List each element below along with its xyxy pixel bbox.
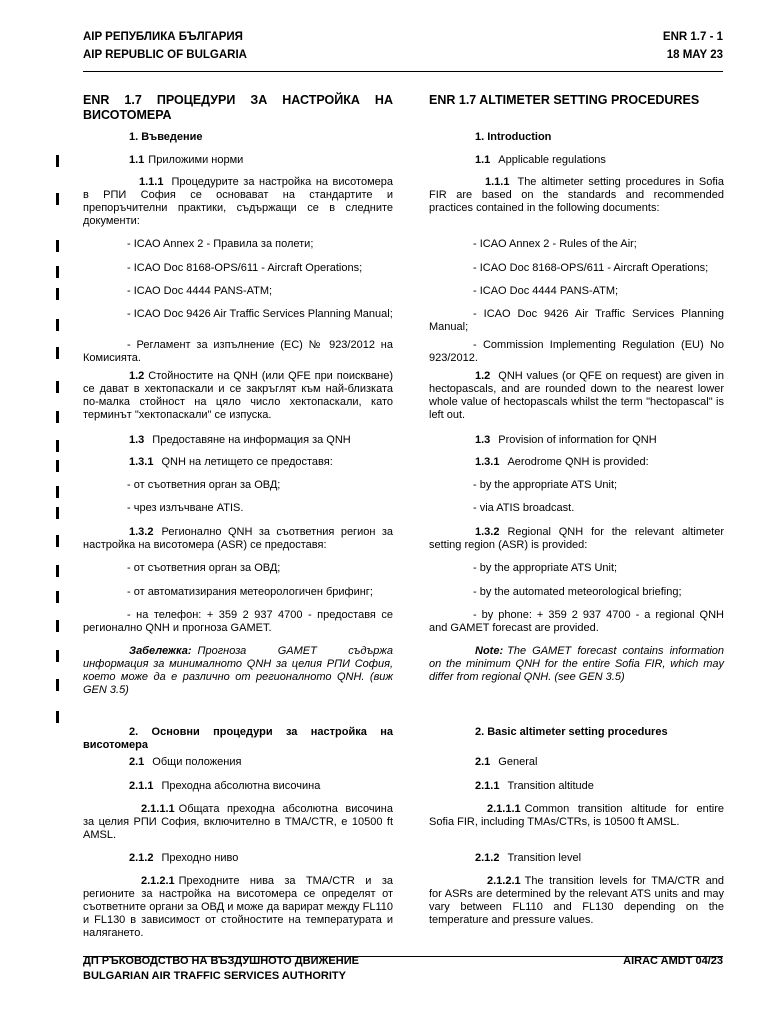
list-item: - by phone: + 359 2 937 4700 - a regional QNH and GAMET forecast are provided. (429, 609, 724, 634)
list-item: - via ATIS broadcast. (473, 502, 575, 514)
change-bar (56, 319, 59, 331)
list-item: - Регламент за изпълнение (ЕС) № 923/2012 на Комисията. (83, 339, 393, 364)
list-item: - by the appropriate ATS Unit; (473, 562, 618, 574)
list-item: - на телефон: + 359 2 937 4700 - предоставя се регионално QNH и прогноза GAMET. (83, 609, 393, 634)
heading-1-1-bg (83, 154, 393, 167)
change-bar (56, 347, 59, 359)
clause-text: Transition level (507, 852, 582, 864)
note-en (429, 645, 724, 684)
change-bar (56, 620, 59, 632)
change-bar (56, 650, 59, 662)
heading-2-1-1-en (429, 780, 724, 793)
clause-1-3-1-bg (83, 456, 393, 469)
heading-1-en: 1. Introduction (475, 131, 552, 143)
change-bar (56, 288, 59, 300)
page-header-left (83, 28, 247, 64)
change-bar (56, 266, 59, 278)
change-bar (56, 381, 59, 393)
clause-number: 1.3.2 (475, 526, 500, 538)
change-bar (56, 193, 59, 205)
list-item: - ICAO Doc 8168-OPS/611 - Aircraft Operations; (127, 262, 363, 274)
clause-1-3-2-bg (83, 526, 393, 552)
section-title-en: ENR 1.7 ALTIMETER SETTING PROCEDURES (429, 93, 700, 107)
clause-2-1-2-1-en (429, 875, 724, 927)
list-item: - by the appropriate ATS Unit; (473, 479, 618, 491)
note-text: Прогноза GAMET съдържа информация за минималното QNH за целия РПИ София, което може да е различно от регионалното QNH. (виж GEN 3.5) (83, 645, 393, 696)
list-item: - Commission Implementing Regulation (EU) No 923/2012. (429, 339, 724, 364)
clause-text: Общи положения (152, 756, 242, 768)
clause-number: 1.3.1 (475, 456, 500, 468)
change-bar (56, 411, 59, 423)
clause-text: Applicable regulations (498, 154, 606, 166)
change-bar (56, 591, 59, 603)
change-bar (56, 240, 59, 252)
change-bar (56, 440, 59, 452)
clause-2-1-1-1-bg (83, 803, 393, 842)
clause-number: 1.3 (129, 434, 145, 446)
heading-2-1-2-bg (83, 852, 393, 865)
page-header-right (663, 28, 723, 64)
clause-number: 1.1.1 (139, 176, 164, 188)
clause-text: Common transition altitude for entire Sofia FIR, including TMAs/CTRs, is 10500 ft AMSL. (429, 803, 724, 828)
heading-2-1-en (429, 756, 724, 769)
clause-1-2-en (429, 370, 724, 422)
list-item: - чрез излъчване ATIS. (127, 502, 244, 514)
heading-2-1-1-bg (83, 780, 393, 793)
heading-2-1-bg (83, 756, 393, 769)
clause-number: 1.3.2 (129, 526, 154, 538)
clause-text: Regional QNH for the relevant altimeter setting region (ASR) is provided: (429, 526, 724, 551)
clause-number: 1.2 (129, 370, 145, 382)
change-bar (56, 507, 59, 519)
publication-title-en: AIP REPUBLIC OF BULGARIA (83, 49, 247, 61)
clause-1-3-1-en (429, 456, 724, 469)
list-item: - ICAO Annex 2 - Правила за полети; (127, 238, 314, 250)
note-text: The GAMET forecast contains information on the minimum QNH for the entire Sofia FIR, which may differ from regional QNH. (see GEN 3.5) (429, 645, 724, 683)
clause-text: Преходно ниво (161, 852, 239, 864)
clause-text: Aerodrome QNH is provided: (507, 456, 649, 468)
clause-number: 2.1.2 (129, 852, 154, 864)
clause-text: Общата преходна абсолютна височина за целия РПИ София, включително в TMA/CTR, е 10500 ft AMSL. (83, 803, 393, 841)
change-bar (56, 486, 59, 498)
clause-text: Стойностите на QNH (или QFE при поискване) се дават в хектопаскали и се закръглят към най-близката по-малка стойност на цяло число хектопаскали, като терминът "хектопаскали" се изпуска. (83, 370, 393, 421)
clause-number: 1.2 (475, 370, 491, 382)
clause-number: 2.1.1 (475, 780, 500, 792)
clause-number: 1.3.1 (129, 456, 154, 468)
change-bar (56, 155, 59, 167)
clause-number: 2.1.2.1 (141, 875, 175, 887)
clause-text: Преходна абсолютна височина (161, 780, 321, 792)
clause-text: Provision of information for QNH (498, 434, 657, 446)
heading-2-en: 2. Basic altimeter setting procedures (475, 726, 668, 738)
clause-number: 2.1.1.1 (487, 803, 521, 815)
clause-number: 1.3 (475, 434, 491, 446)
note-label: Забележка: (129, 645, 192, 657)
section-title-bg: ENR 1.7 ПРОЦЕДУРИ ЗА НАСТРОЙКА НА ВИСОТОМЕРА (83, 93, 393, 122)
clause-number: 2.1.1 (129, 780, 154, 792)
clause-number: 2.1 (475, 756, 491, 768)
change-bar (56, 711, 59, 723)
clause-number: 1.1 (475, 154, 491, 166)
list-item: - ICAO Doc 9426 Air Traffic Services Planning Manual; (429, 308, 724, 333)
list-item: - ICAO Doc 9426 Air Traffic Services Planning Manual; (127, 308, 393, 320)
publication-title-bg: AIP РЕПУБЛИКА БЪЛГАРИЯ (83, 31, 243, 43)
clause-number: 2.1.2.1 (487, 875, 521, 887)
heading-1-3-bg (83, 434, 393, 447)
clause-number: 2.1.2 (475, 852, 500, 864)
change-bar (56, 565, 59, 577)
heading-2-1-2-en (429, 852, 724, 865)
change-bar (56, 460, 59, 472)
note-bg (83, 645, 393, 697)
clause-text: The altimeter setting procedures in Sofia FIR are based on the standards and recommended practices contained in the following documents: (429, 176, 724, 214)
clause-number: 1.1.1 (485, 176, 510, 188)
list-item: - от автоматизирания метеорологичен брифинг; (127, 586, 373, 598)
clause-number: 2.1.1.1 (141, 803, 175, 815)
page-number: ENR 1.7 - 1 (662, 31, 723, 43)
list-item: - by the automated meteorological briefing; (473, 586, 682, 598)
amendment-reference: AIRAC AMDT 04/23 (623, 955, 723, 967)
heading-2-bg: 2. Основни процедури за настройка на висотомера (83, 726, 393, 751)
clause-text: Процедурите за настройка на висотомера в РПИ София се основават на стандартите и препоръчителни практики, съдържащи се в следните документи: (83, 176, 393, 227)
heading-1-bg: 1. Въведение (129, 131, 203, 143)
note-label: Note: (475, 645, 504, 657)
clause-1-2-bg (83, 370, 393, 422)
clause-text: Предоставяне на информация за QNH (152, 434, 351, 446)
list-item: - ICAO Annex 2 - Rules of the Air; (473, 238, 637, 250)
clause-number: 2.1 (129, 756, 145, 768)
clause-text: Приложими норми (148, 154, 244, 166)
list-item: - ICAO Doc 4444 PANS-ATM; (127, 285, 273, 297)
clause-text: General (498, 756, 538, 768)
header-divider (83, 71, 723, 72)
clause-1-1-1-en (429, 176, 724, 215)
clause-2-1-1-1-en (429, 803, 724, 829)
clause-1-1-1-bg (83, 176, 393, 228)
list-item: - от съответния орган за ОВД; (127, 562, 281, 574)
clause-1-3-2-en (429, 526, 724, 552)
clause-text: QNH на летището се предоставя: (161, 456, 333, 468)
list-item: - от съответния орган за ОВД; (127, 479, 281, 491)
heading-1-1-en (429, 154, 724, 167)
page-footer-left (83, 954, 359, 984)
clause-text: QNH values (or QFE on request) are given in hectopascals, and are rounded down to the nearest lower whole value of hectopascals whilst the term "hectopascal" is left out. (429, 370, 724, 421)
change-bar (56, 535, 59, 547)
list-item: - ICAO Doc 4444 PANS-ATM; (473, 285, 619, 297)
clause-number: 1.1 (129, 154, 145, 166)
clause-text: Преходните нива за TMA/CTR и за регионите за настройка на висотомера се определят от съответните органи за ОВД и може да варират между FL110 и FL130 в зависимост от стойностите на температурата и налягането. (83, 875, 393, 939)
clause-text: Transition altitude (507, 780, 594, 792)
clause-text: Регионално QNH за съответния регион за настройка на висотомера (ASR) се предоставя: (83, 526, 393, 551)
list-item: - ICAO Doc 8168-OPS/611 - Aircraft Operations; (473, 262, 709, 274)
publication-date: 18 MAY 23 (666, 49, 723, 61)
authority-name-en: BULGARIAN AIR TRAFFIC SERVICES AUTHORITY (83, 970, 346, 982)
heading-1-3-en (429, 434, 724, 447)
clause-text: The transition levels for TMA/CTR and for ASRs are determined by the relevant ATS units and may vary between FL110 and FL130 depending on the temperature and pressure values. (429, 875, 724, 926)
clause-2-1-2-1-bg (83, 875, 393, 940)
change-bar (56, 679, 59, 691)
authority-name-bg: ДП РЪКОВОДСТВО НА ВЪЗДУШНОТО ДВИЖЕНИЕ (83, 955, 359, 967)
